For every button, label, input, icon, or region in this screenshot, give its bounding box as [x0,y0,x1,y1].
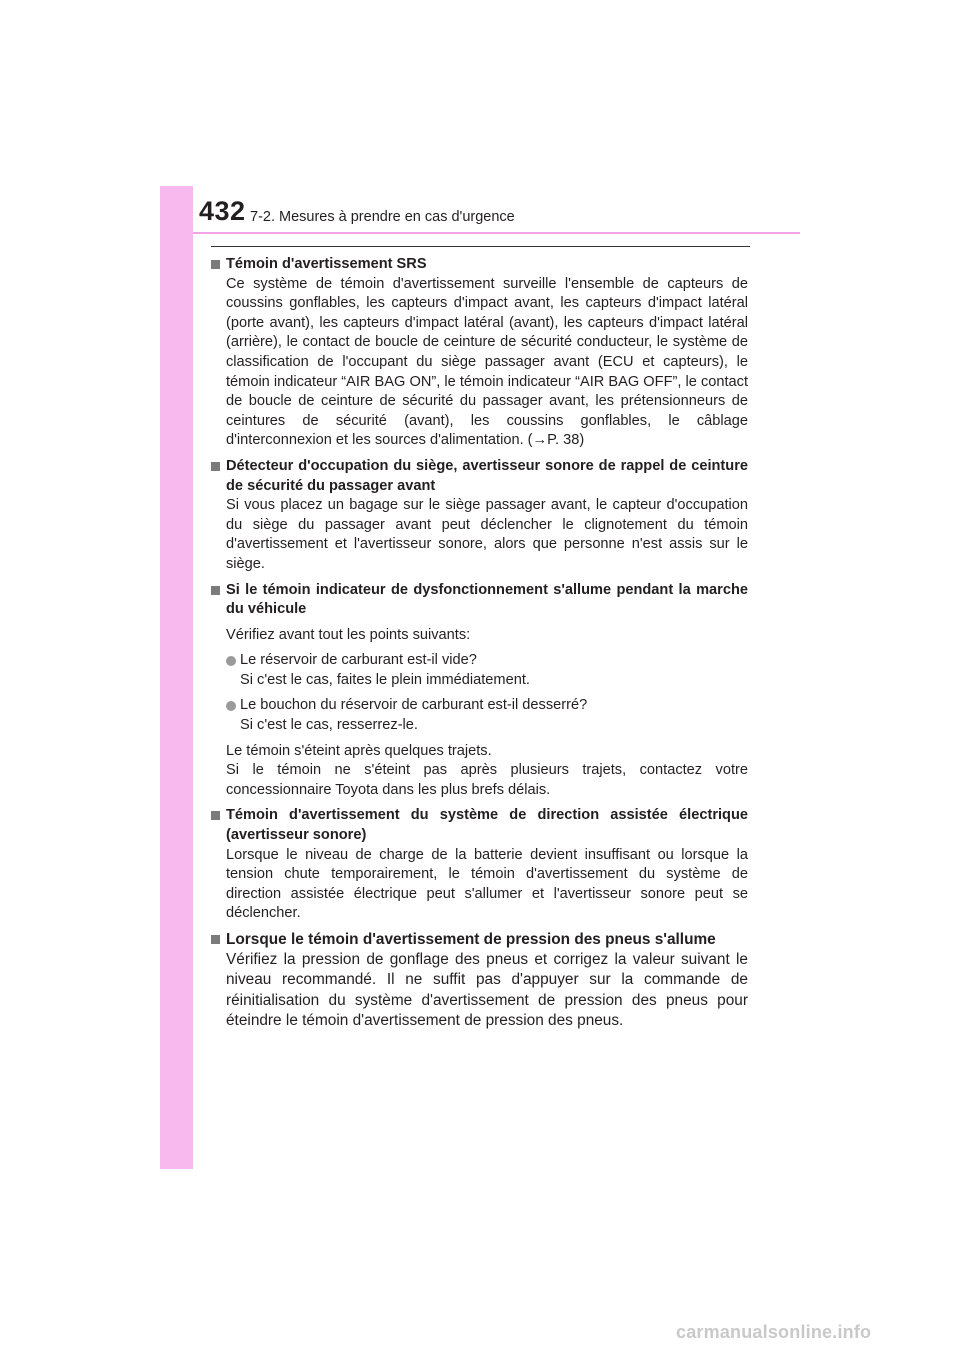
section-heading [211,255,748,275]
square-bullet-icon [211,260,220,269]
paragraph: Si le témoin ne s'éteint pas après plusieurs trajets, contactez votre concessionnaire Toyota dans les plus brefs délais. [226,762,748,798]
heading-text: Témoin d'avertissement du système de direction assistée électrique (avertisseur sonore) [226,807,748,844]
section-heading [211,930,748,950]
page-number: 432 [199,196,246,226]
section-heading [211,581,748,620]
list-item-question: Le réservoir de carburant est-il vide? [240,652,477,669]
round-bullet-icon [226,656,236,666]
paragraph: Le témoin s'éteint après quelques trajets. [226,742,492,759]
round-bullet-icon [226,701,236,711]
list-item-answer: Si c'est le cas, resserrez-le. [240,717,418,734]
section-direction [211,806,748,924]
heading-text: Détecteur d'occupation du siège, avertisseur sonore de rappel de ceinture de sécurité du passager avant [226,457,748,494]
section-srs [211,255,748,451]
side-accent-band [160,186,193,1169]
heading-text: Témoin d'avertissement SRS [226,256,427,272]
section-title: 7-2. Mesures à prendre en cas d'urgence [250,209,515,225]
section-pneus [211,930,748,1032]
section-heading [211,806,748,845]
list-item-question: Le bouchon du réservoir de carburant est-il desserré? [240,697,588,714]
watermark: carmanualsonline.info [676,1322,872,1342]
list-item [211,651,748,690]
paragraph: Si vous placez un bagage sur le siège passager avant, le capteur d'occupation du siège du passager avant peut déclencher le clignotement du témoin d'avertissement et l'avertisseur sonore, alors que personne n'est assis sur le siège. [226,497,748,572]
paragraph: Vérifiez avant tout les points suivants: [226,626,471,643]
paragraph: Vérifiez la pression de gonflage des pneus et corrigez la valeur suivant le niveau recommandé. Il ne suffit pas d'appuyer sur la commande de réinitialisation du système d'avertissement de pression des pneus pour éteindre le témoin d'avertissement de pression des pneus. [226,950,748,1030]
section-heading [211,457,748,496]
square-bullet-icon [211,811,220,820]
square-bullet-icon [211,935,220,944]
paragraph: Lorsque le niveau de charge de la batterie devient insuffisant ou lorsque la tension chute temporairement, le témoin d'avertissement du système de direction assistée électrique peut s'allumer et l'avertisseur sonore peut se déclencher. [226,846,748,922]
list-item-answer: Si c'est le cas, faites le plein immédiatement. [240,671,530,688]
section-dysfonction [211,581,748,801]
page-content [211,255,748,1038]
section-rule [211,246,750,247]
heading-text: Si le témoin indicateur de dysfonctionnement s'allume pendant la marche du véhicule [226,581,748,618]
paragraph: Ce système de témoin d'avertissement surveille l'ensemble de capteurs de coussins gonflables, les capteurs d'impact avant, les capteurs d'impact latéral (porte avant), les capteurs d'impact latéral (avant), les capteurs d'impact latéral (arrière), le contact de boucle de ceinture de sécurité conducteur, le système de classification de l'occupant du siège passager avant (ECU et capteurs), le témoin indicateur “AIR BAG ON”, le témoin indicateur “AIR BAG OFF”, le contact de boucle de ceinture de sécurité du passager avant, les prétensionneurs de ceintures de sécurité (avant), les coussins gonflables, le câblage d'interconnexion et les sources d'alimentation. (→P. 38) [226,275,748,449]
list-item [211,696,748,735]
header-line [193,232,800,234]
section-detecteur [211,457,748,575]
heading-text: Lorsque le témoin d'avertissement de pression des pneus s'allume [226,931,716,948]
square-bullet-icon [211,462,220,471]
square-bullet-icon [211,586,220,595]
